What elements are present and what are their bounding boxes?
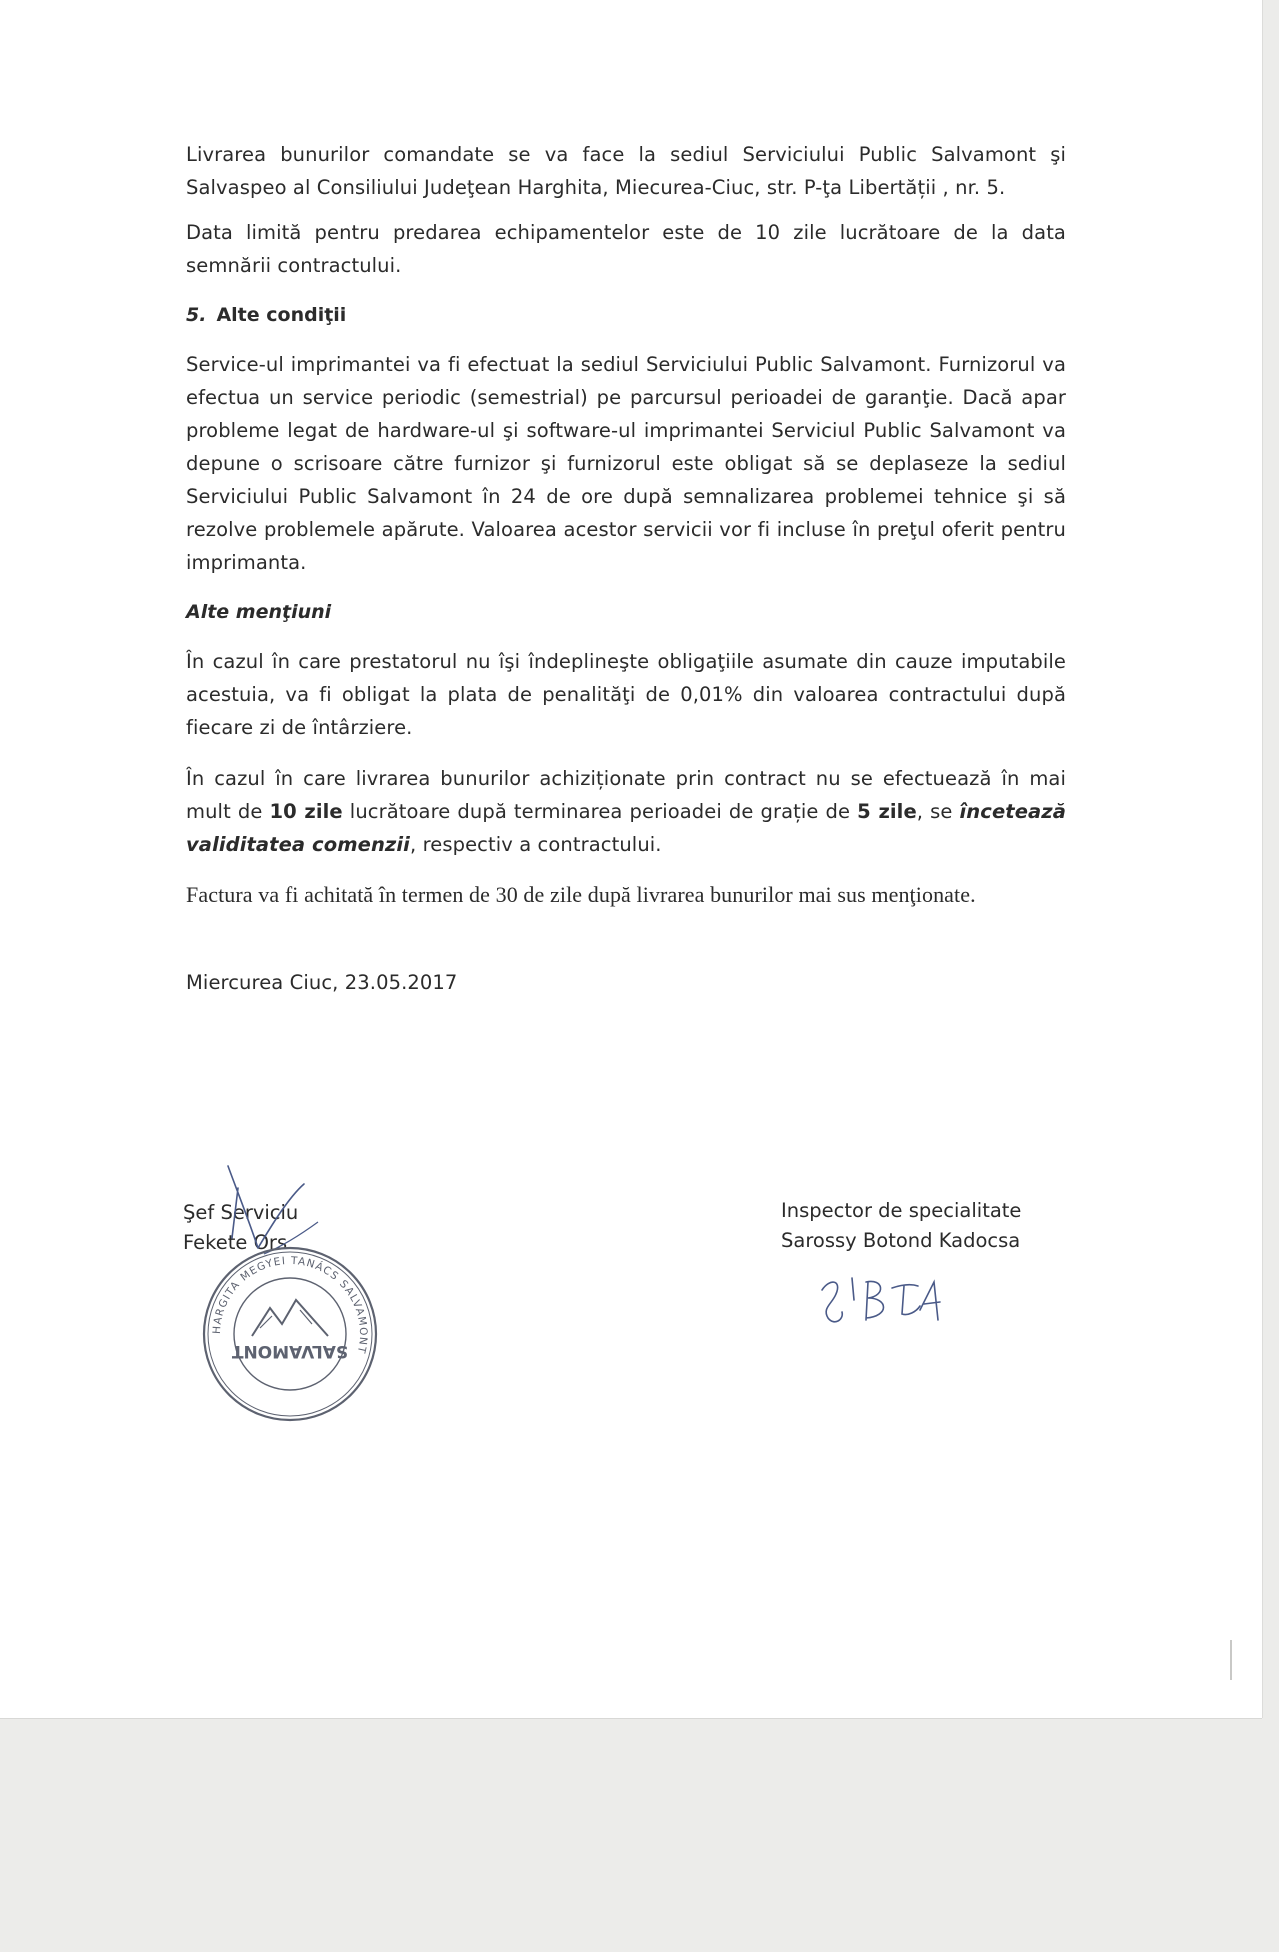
right-signatory <box>781 1196 1021 1256</box>
section-5-heading <box>186 300 1066 330</box>
section-5-title: Alte condiţii <box>216 304 347 326</box>
termination-text-2: lucrătoare după terminarea perioadei de grație de <box>342 800 858 823</box>
left-signatory-role: Şef Serviciu <box>183 1201 299 1224</box>
right-signatory-role: Inspector de specialitate <box>781 1199 1022 1222</box>
invoice-paragraph: Factura va fi achitată în termen de 30 de zile după livrarea bunurilor mai sus menţionate. <box>186 882 976 907</box>
termination-emphasis: încetează validitatea comenzii <box>186 800 1066 856</box>
termination-text-3: , se <box>916 800 960 823</box>
scan-edge-mark <box>1230 1640 1232 1680</box>
termination-text-1: În cazul în care livrarea bunurilor achiziționate prin contract nu se efectuează în mai mult de <box>186 767 1066 823</box>
place-date: Miercurea Ciuc, 23.05.2017 <box>186 971 458 994</box>
other-mentions-heading: Alte menţiuni <box>186 601 332 623</box>
left-signatory-name: Fekete Ors <box>183 1231 288 1254</box>
section-5-number: 5. <box>186 304 207 326</box>
right-signatory-name: Sarossy Botond Kadocsa <box>781 1229 1021 1252</box>
stamp-center-text: SALVAMONT <box>231 1341 349 1361</box>
penalty-paragraph: În cazul în care prestatorul nu îşi îndeplineşte obligaţiile asumate din cauze imputabile acestuia, va fi obligat la plata de penalităţi de 0,01% din valoarea contractului după fiecare zi de întârziere. <box>186 650 1066 739</box>
stamp-outer-text: HARGITA MEGYEI TANÁCS SALVAMONT <box>210 1254 370 1356</box>
document-body <box>186 138 1066 999</box>
service-paragraph: Service-ul imprimantei va fi efectuat la sediul Serviciului Public Salvamont. Furnizorul va efectua un service periodic (semestrial) pe parcursul perioadei de garanţie. Dacă apar probleme legat de hardware-ul şi software-ul imprimantei Serviciul Public Salvamont va depune o scrisoare către furnizor şi furnizorul este obligat să se deplaseze la sediul Serviciului Public Salvamont în 24 de ore după semnalizarea problemei tehnice şi să rezolve problemele apărute. Valoarea acestor servicii vor fi incluse în preţul oferit pentru imprimanta. <box>186 353 1066 574</box>
termination-paragraph <box>186 762 1066 861</box>
termination-text-4: , respectiv a contractului. <box>409 833 662 856</box>
right-handwritten-signature <box>808 1260 958 1340</box>
termination-days-2: 5 zile <box>857 800 917 823</box>
official-stamp <box>200 1244 380 1424</box>
delivery-paragraph: Livrarea bunurilor comandate se va face la sediul Serviciului Public Salvamont şi Salvaspeo al Consiliului Judeţean Harghita, Miecurea-Ciuc, str. P-ţa Libertății , nr. 5. <box>186 143 1066 199</box>
deadline-paragraph: Data limită pentru predarea echipamentelor este de 10 zile lucrătoare de la data semnării contractului. <box>186 221 1066 277</box>
signature-block <box>0 1180 1262 1440</box>
termination-days-1: 10 zile <box>269 800 343 823</box>
